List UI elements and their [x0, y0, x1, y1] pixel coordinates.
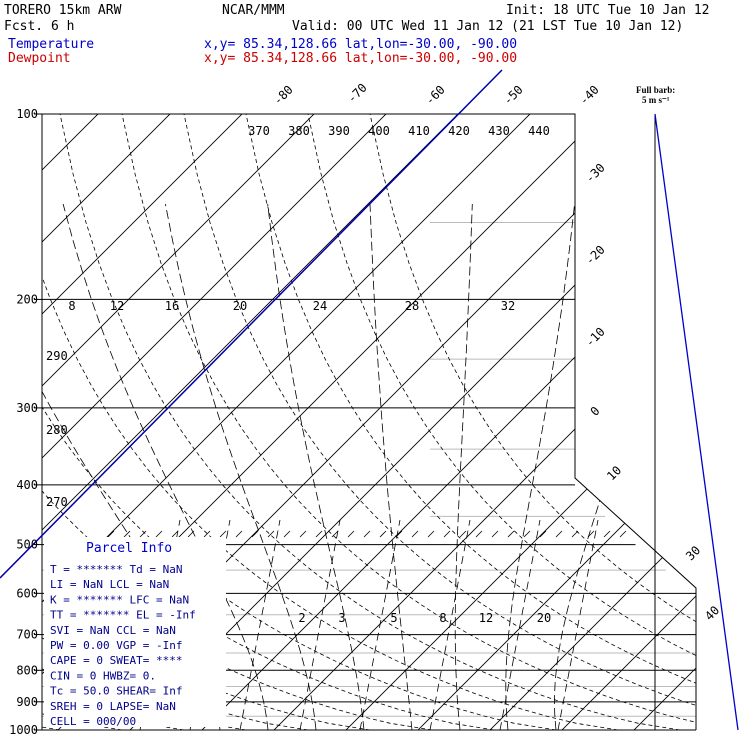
hatch-mark — [412, 531, 418, 537]
dry-adiabat-line — [184, 114, 740, 730]
parcel-info-row: LI = NaN LCL = NaN — [50, 578, 170, 592]
hatch-mark — [348, 531, 354, 537]
parcel-info-row: Tc = 50.0 SHEAR= Inf — [50, 684, 183, 698]
mixing-ratio-label: 8 — [439, 611, 447, 625]
theta-label: 290 — [46, 349, 68, 363]
parcel-info-row: TT = ******* EL = -Inf — [50, 608, 196, 622]
parcel-info-row: T = ******* Td = NaN — [50, 563, 183, 576]
theta-e-label: 400 — [368, 124, 390, 138]
isotherm-label: -70 — [344, 80, 370, 106]
parcel-info-row: CELL = 000/00 — [50, 715, 137, 728]
isotherm-label: 10 — [604, 463, 625, 484]
pressure-tick-label: 700 — [16, 627, 38, 642]
isotherm-line — [696, 0, 740, 740]
mixing-ratio-label: 12 — [478, 611, 494, 625]
hatch-mark — [188, 531, 194, 537]
hatch-mark — [492, 531, 498, 537]
hatch-mark — [252, 531, 258, 537]
isotherm-label: -10 — [582, 324, 608, 350]
mixing-ratio-label: 8 — [68, 299, 76, 313]
forecast-hour: Fcst. 6 h — [4, 19, 75, 34]
hatch-mark — [540, 531, 546, 537]
hatch-mark — [364, 531, 370, 537]
hatch-mark — [220, 531, 226, 537]
hatch-mark — [524, 531, 530, 537]
pressure-tick-label: 200 — [16, 292, 38, 307]
isotherm-line — [408, 0, 740, 740]
isotherm-label: -50 — [500, 82, 526, 108]
temperature-profile-line — [0, 70, 502, 578]
mixing-ratio-line — [300, 520, 340, 730]
theta-e-label: 390 — [328, 124, 350, 138]
theta-label: 280 — [46, 423, 68, 437]
hatch-mark — [508, 531, 514, 537]
hatch-mark — [476, 531, 482, 537]
model-title: TORERO 15km ARW — [4, 3, 122, 18]
barb-key-title: Full barb: — [636, 85, 676, 95]
theta-e-label: 380 — [288, 124, 310, 138]
isotherm-label: 40 — [702, 603, 723, 624]
isotherm-label: 0 — [587, 403, 603, 419]
pressure-tick-label: 900 — [16, 694, 38, 709]
isotherm-line — [336, 0, 740, 740]
hatch-mark — [444, 531, 450, 537]
hatch-mark — [284, 531, 290, 537]
moist-adiabat-line — [506, 204, 575, 730]
hatch-mark — [156, 531, 162, 537]
pressure-tick-label: 800 — [16, 663, 38, 678]
isotherm-line — [264, 0, 740, 740]
parcel-info-row: PW = 0.00 VGP = -Inf — [50, 639, 183, 652]
hatch-mark — [108, 531, 114, 537]
temperature-location: x,y= 85.34,128.66 lat,lon=-30.00, -90.00 — [204, 37, 518, 52]
parcel-info-row: CAPE = 0 SWEAT= **** — [50, 654, 183, 668]
mixing-ratio-label: 16 — [164, 299, 180, 313]
moist-adiabat-line — [455, 204, 472, 730]
hatch-mark — [428, 531, 434, 537]
mixing-ratio-label: 32 — [500, 299, 516, 313]
mixing-ratio-label: 3 — [338, 611, 346, 625]
hatch-mark — [268, 531, 274, 537]
isotherm-label: -30 — [582, 160, 608, 186]
theta-e-label: 430 — [488, 124, 510, 138]
isotherm-label: -40 — [576, 82, 602, 108]
hatch-mark — [380, 531, 386, 537]
hatch-mark — [460, 531, 466, 537]
hatch-mark — [604, 531, 610, 537]
isotherm-label: 30 — [683, 543, 704, 564]
dry-adiabat-line — [308, 114, 740, 730]
hatch-mark — [556, 531, 562, 537]
dewpoint-location: x,y= 85.34,128.66 lat,lon=-30.00, -90.00 — [204, 51, 518, 66]
dry-adiabat-line — [246, 114, 740, 730]
pressure-tick-label: 100 — [16, 107, 38, 121]
hatch-mark — [396, 531, 402, 537]
pressure-tick-label: 1000 — [9, 723, 38, 737]
dewpoint-legend: Dewpoint — [8, 51, 71, 66]
hatch-mark — [300, 531, 306, 537]
dry-adiabat-line — [370, 114, 740, 730]
isotherm-label: -60 — [422, 82, 448, 108]
init-time: Init: 18 UTC Tue 10 Jan 12 — [506, 3, 710, 18]
hatch-mark — [316, 531, 322, 537]
isotherm-label: -80 — [270, 82, 296, 108]
parcel-info-title: Parcel Info — [86, 541, 173, 556]
parcel-info-row: SVI = NaN CCL = NaN — [50, 623, 176, 637]
mixing-ratio-line — [240, 520, 280, 730]
pressure-tick-label: 600 — [16, 586, 38, 601]
mixing-ratio-label: 20 — [536, 611, 552, 625]
pressure-tick-label: 400 — [16, 477, 38, 492]
organization-label: NCAR/MMM — [222, 3, 285, 18]
wind-barb-key — [636, 85, 738, 730]
hatch-mark — [572, 531, 578, 537]
parcel-info-box — [44, 537, 226, 728]
isotherm-line — [624, 0, 740, 740]
barb-key-units: 5 m s⁻¹ — [642, 95, 670, 105]
mixing-ratio-label: 2 — [298, 611, 306, 625]
parcel-info-row: SREH = 0 LAPSE= NaN — [50, 699, 176, 713]
parcel-info-row: K = ******* LFC = NaN — [50, 593, 190, 607]
theta-e-label: 420 — [448, 124, 470, 138]
mixing-ratio-label: 5 — [390, 611, 398, 625]
mixing-ratio-label: 12 — [109, 299, 125, 313]
temperature-legend: Temperature — [8, 37, 95, 52]
mixing-ratio-label: 28 — [404, 299, 420, 313]
theta-e-label: 370 — [248, 124, 270, 138]
theta-e-label: 440 — [528, 124, 550, 138]
hatch-mark — [236, 531, 242, 537]
hatch-mark — [620, 531, 626, 537]
mixing-ratio-label: 24 — [312, 299, 328, 313]
pressure-tick-label: 500 — [16, 537, 38, 552]
theta-label: 270 — [46, 495, 68, 509]
mixing-ratio-label: 20 — [232, 299, 248, 313]
valid-time: Valid: 00 UTC Wed 11 Jan 12 (21 LST Tue 10 Jan 12) — [292, 19, 684, 34]
parcel-info-row: CIN = 0 HWBZ= 0. — [50, 669, 156, 683]
mixing-ratio-line — [500, 520, 540, 730]
pressure-tick-label: 300 — [16, 400, 38, 415]
isotherm-label: -20 — [582, 242, 608, 268]
theta-e-label: 410 — [408, 124, 430, 138]
